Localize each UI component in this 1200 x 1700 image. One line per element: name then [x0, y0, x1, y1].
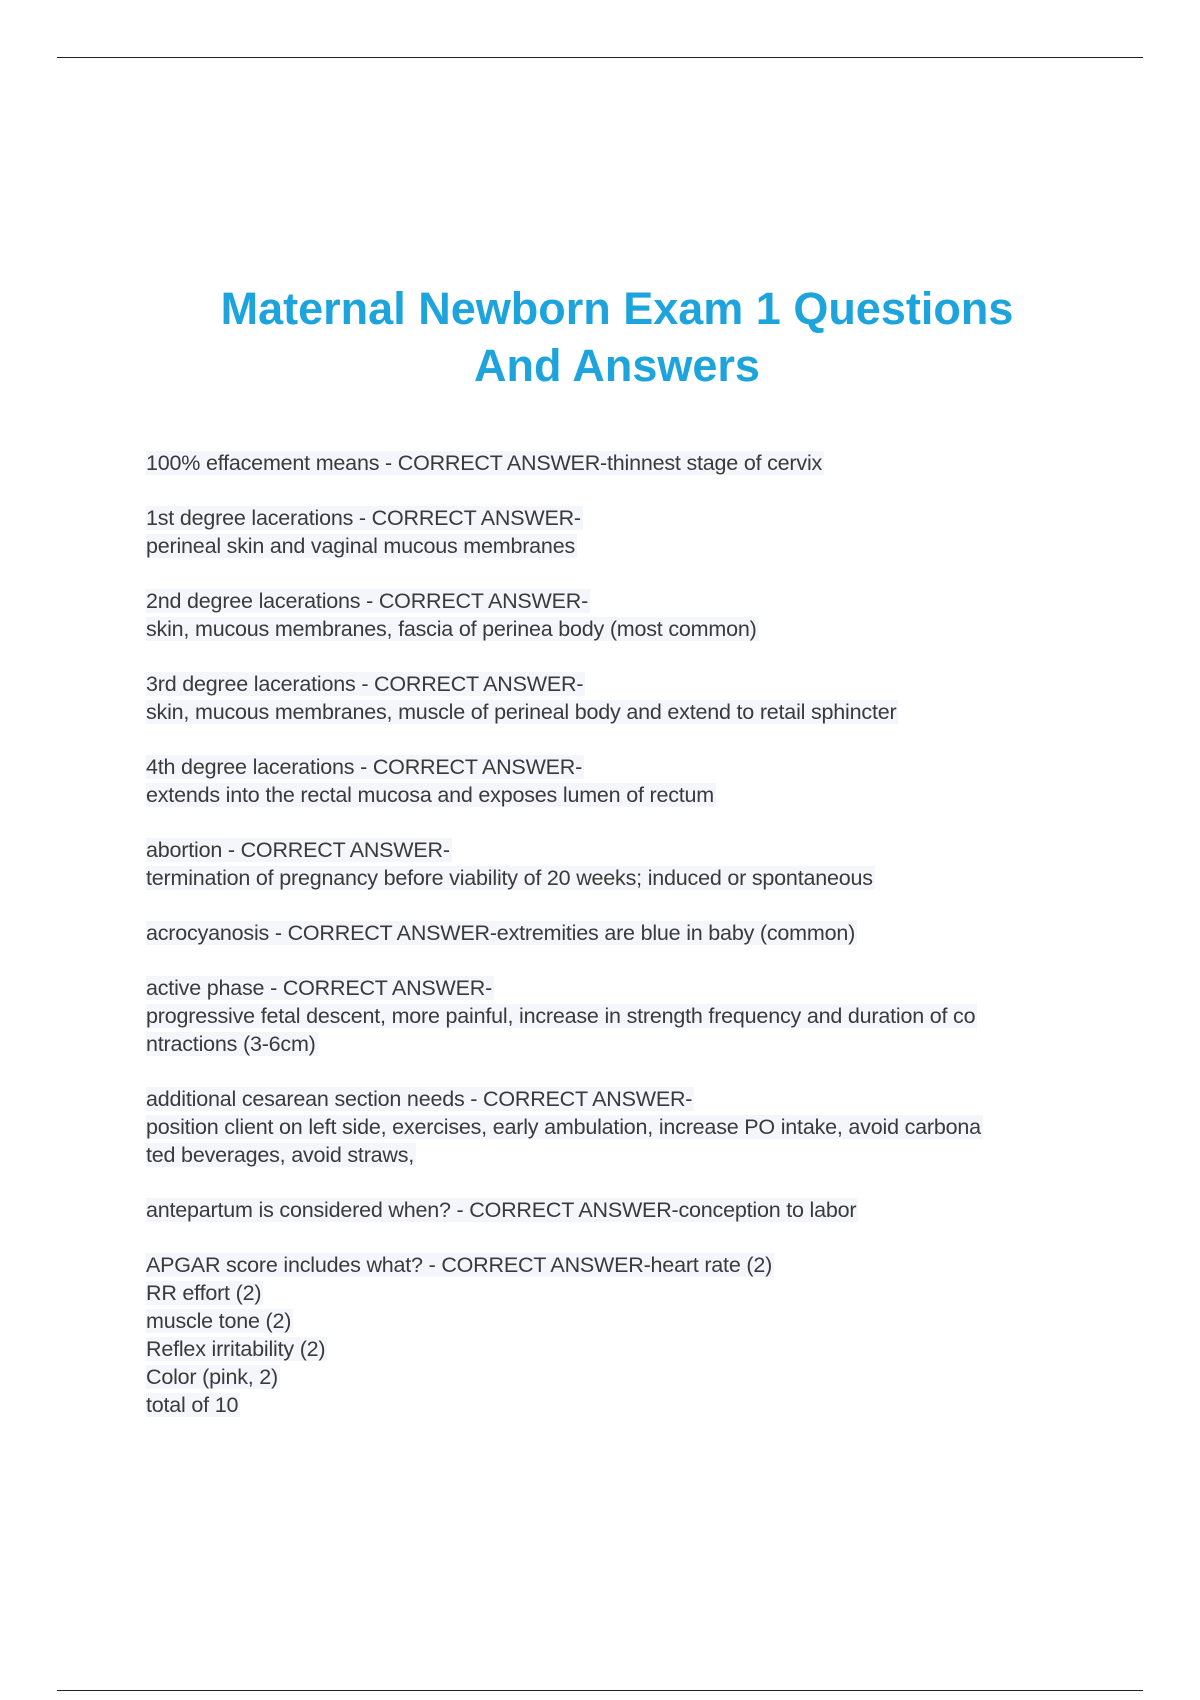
- qa-line-text: APGAR score includes what? - CORRECT ANSWER-heart rate (2): [146, 1253, 773, 1277]
- qa-line-text: skin, mucous membranes, muscle of perineal body and extend to retail sphincter: [146, 700, 897, 724]
- qa-line-text: 3rd degree lacerations - CORRECT ANSWER-: [146, 672, 584, 696]
- qa-line-text: skin, mucous membranes, fascia of perinea body (most common): [146, 617, 757, 641]
- qa-entry: [146, 504, 1096, 560]
- qa-question-line: [146, 1196, 1096, 1224]
- qa-line-text: 2nd degree lacerations - CORRECT ANSWER-: [146, 589, 589, 613]
- qa-answer-line: [146, 1391, 1096, 1419]
- qa-list: [146, 449, 1096, 1446]
- qa-line-text: perineal skin and vaginal mucous membranes: [146, 534, 576, 558]
- qa-line-text: 4th degree lacerations - CORRECT ANSWER-: [146, 755, 583, 779]
- qa-line-text: position client on left side, exercises, early ambulation, increase PO intake, avoid carbona: [146, 1115, 981, 1139]
- qa-answer-line: [146, 781, 1096, 809]
- qa-answer-line: [146, 1002, 1096, 1030]
- qa-answer-line: [146, 532, 1096, 560]
- qa-entry: [146, 449, 1096, 477]
- qa-question-line: [146, 836, 1096, 864]
- qa-entry: [146, 974, 1096, 1058]
- qa-question-line: [146, 449, 1096, 477]
- qa-answer-line: [146, 1279, 1096, 1307]
- qa-line-text: Color (pink, 2): [146, 1365, 279, 1389]
- qa-answer-line: [146, 615, 1096, 643]
- qa-answer-line: [146, 698, 1096, 726]
- qa-line-text: extends into the rectal mucosa and exposes lumen of rectum: [146, 783, 715, 807]
- qa-answer-line: [146, 1335, 1096, 1363]
- title-line-2: And Answers: [474, 340, 760, 391]
- qa-question-line: [146, 1085, 1096, 1113]
- qa-line-text: active phase - CORRECT ANSWER-: [146, 976, 493, 1000]
- qa-question-line: [146, 753, 1096, 781]
- qa-answer-line: [146, 1113, 1096, 1141]
- qa-answer-line: [146, 1307, 1096, 1335]
- qa-question-line: [146, 587, 1096, 615]
- qa-line-text: Reflex irritability (2): [146, 1337, 326, 1361]
- qa-question-line: [146, 504, 1096, 532]
- bottom-rule: [57, 1690, 1143, 1691]
- qa-line-text: acrocyanosis - CORRECT ANSWER-extremities are blue in baby (common): [146, 921, 856, 945]
- qa-line-text: 100% effacement means - CORRECT ANSWER-thinnest stage of cervix: [146, 451, 823, 475]
- qa-entry: [146, 587, 1096, 643]
- qa-answer-line: [146, 864, 1096, 892]
- qa-line-text: termination of pregnancy before viability of 20 weeks; induced or spontaneous: [146, 866, 873, 890]
- qa-answer-line: [146, 1030, 1096, 1058]
- qa-line-text: muscle tone (2): [146, 1309, 292, 1333]
- qa-question-line: [146, 919, 1096, 947]
- qa-entry: [146, 919, 1096, 947]
- page-title: [0, 280, 1200, 394]
- qa-line-text: ted beverages, avoid straws,: [146, 1143, 415, 1167]
- qa-answer-line: [146, 1141, 1096, 1169]
- qa-entry: [146, 1251, 1096, 1419]
- qa-line-text: progressive fetal descent, more painful, increase in strength frequency and duration of co: [146, 1004, 976, 1028]
- qa-question-line: [146, 974, 1096, 1002]
- qa-line-text: ntractions (3-6cm): [146, 1032, 316, 1056]
- qa-question-line: [146, 670, 1096, 698]
- qa-answer-line: [146, 1363, 1096, 1391]
- qa-line-text: antepartum is considered when? - CORRECT ANSWER-conception to labor: [146, 1198, 857, 1222]
- title-line-1: Maternal Newborn Exam 1 Questions: [220, 283, 1014, 334]
- qa-line-text: additional cesarean section needs - CORRECT ANSWER-: [146, 1087, 693, 1111]
- qa-line-text: abortion - CORRECT ANSWER-: [146, 838, 450, 862]
- top-rule: [57, 57, 1143, 58]
- qa-line-text: RR effort (2): [146, 1281, 262, 1305]
- qa-entry: [146, 1196, 1096, 1224]
- qa-entry: [146, 753, 1096, 809]
- qa-question-line: [146, 1251, 1096, 1279]
- qa-line-text: 1st degree lacerations - CORRECT ANSWER-: [146, 506, 581, 530]
- qa-entry: [146, 1085, 1096, 1169]
- qa-entry: [146, 670, 1096, 726]
- qa-entry: [146, 836, 1096, 892]
- qa-line-text: total of 10: [146, 1393, 239, 1417]
